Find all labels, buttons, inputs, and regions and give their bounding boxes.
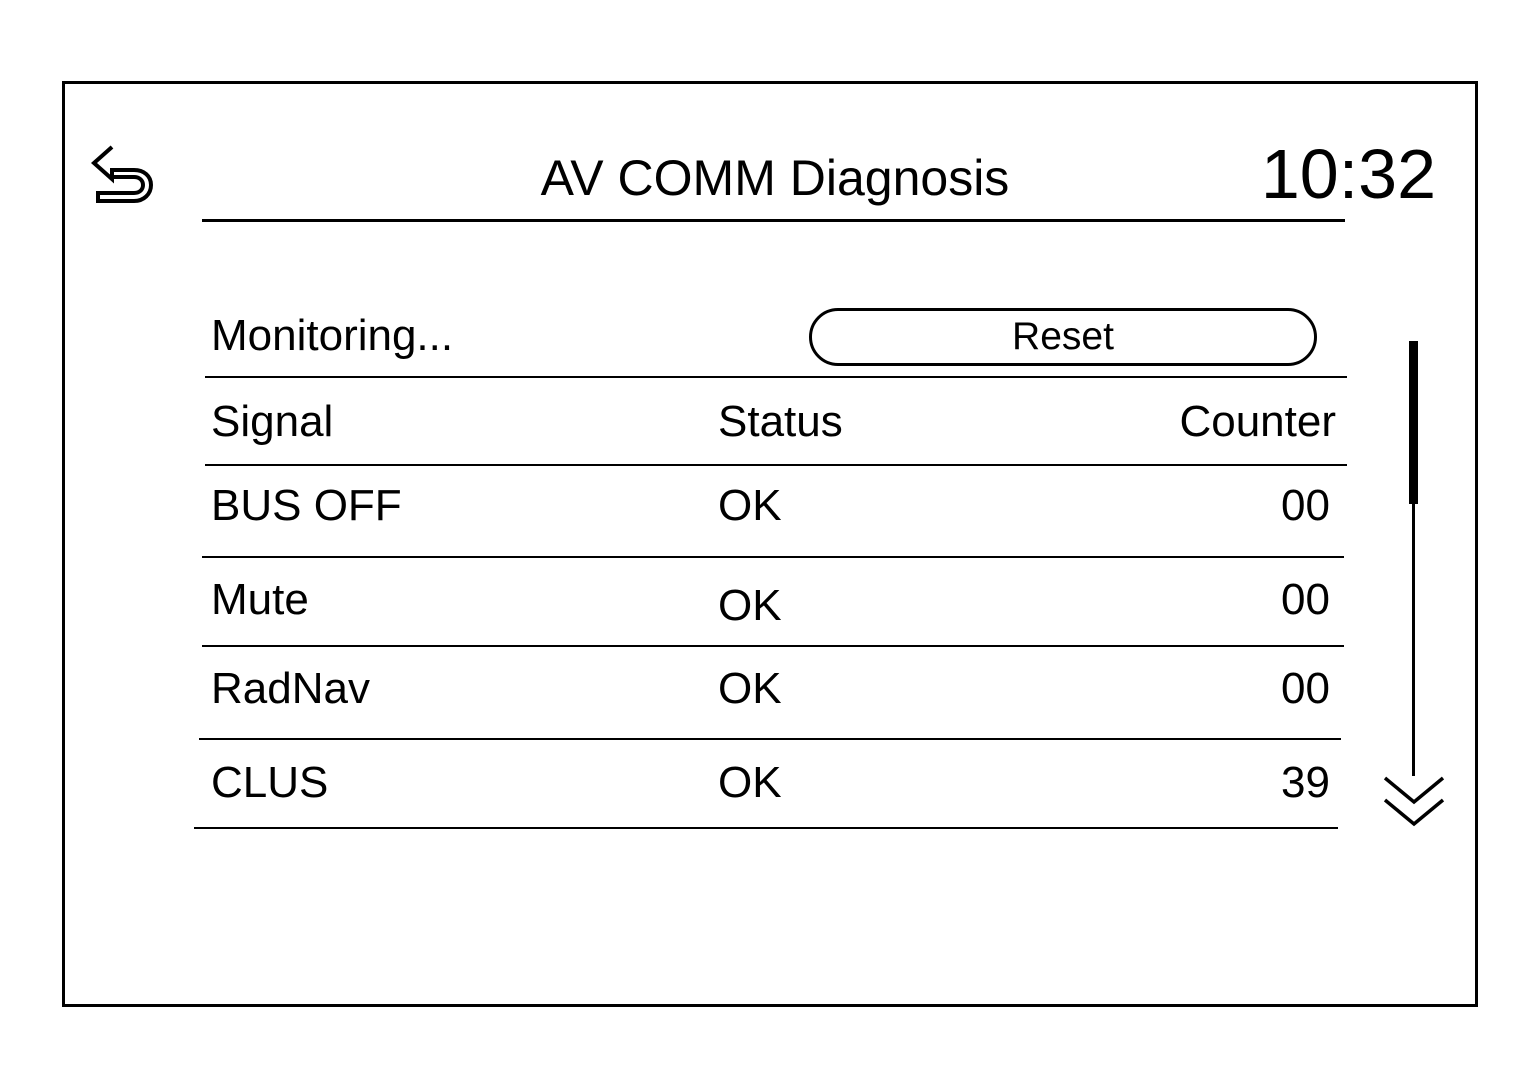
header-status: Status (718, 397, 843, 446)
reset-button[interactable]: Reset (809, 308, 1317, 366)
scrollbar-track[interactable] (1412, 500, 1415, 776)
row-divider (202, 556, 1344, 558)
row-divider (202, 645, 1344, 647)
double-chevron-down-icon[interactable] (1381, 772, 1447, 830)
scrollbar-thumb[interactable] (1409, 341, 1418, 504)
signal-name: RadNav (211, 664, 370, 713)
signal-status: OK (718, 758, 782, 807)
signal-counter: 00 (1281, 481, 1330, 530)
header-counter: Counter (1179, 397, 1336, 446)
row-divider (199, 738, 1341, 740)
clock: 10:32 (1260, 135, 1436, 213)
signal-name: Mute (211, 575, 309, 624)
monitoring-status: Monitoring... (211, 311, 454, 360)
signal-counter: 39 (1281, 758, 1330, 807)
signal-counter: 00 (1281, 575, 1330, 624)
signal-counter: 00 (1281, 664, 1330, 713)
row-divider (194, 827, 1338, 829)
back-arrow-icon[interactable] (88, 143, 160, 207)
table-top-divider (205, 376, 1347, 378)
signal-status: OK (718, 581, 782, 630)
header-signal: Signal (211, 397, 334, 446)
signal-name: CLUS (211, 758, 329, 807)
signal-name: BUS OFF (211, 481, 402, 530)
header-divider (202, 219, 1345, 222)
signal-status: OK (718, 481, 782, 530)
header-row-divider (205, 464, 1347, 466)
signal-status: OK (718, 664, 782, 713)
page-title: AV COMM Diagnosis (540, 150, 1010, 206)
